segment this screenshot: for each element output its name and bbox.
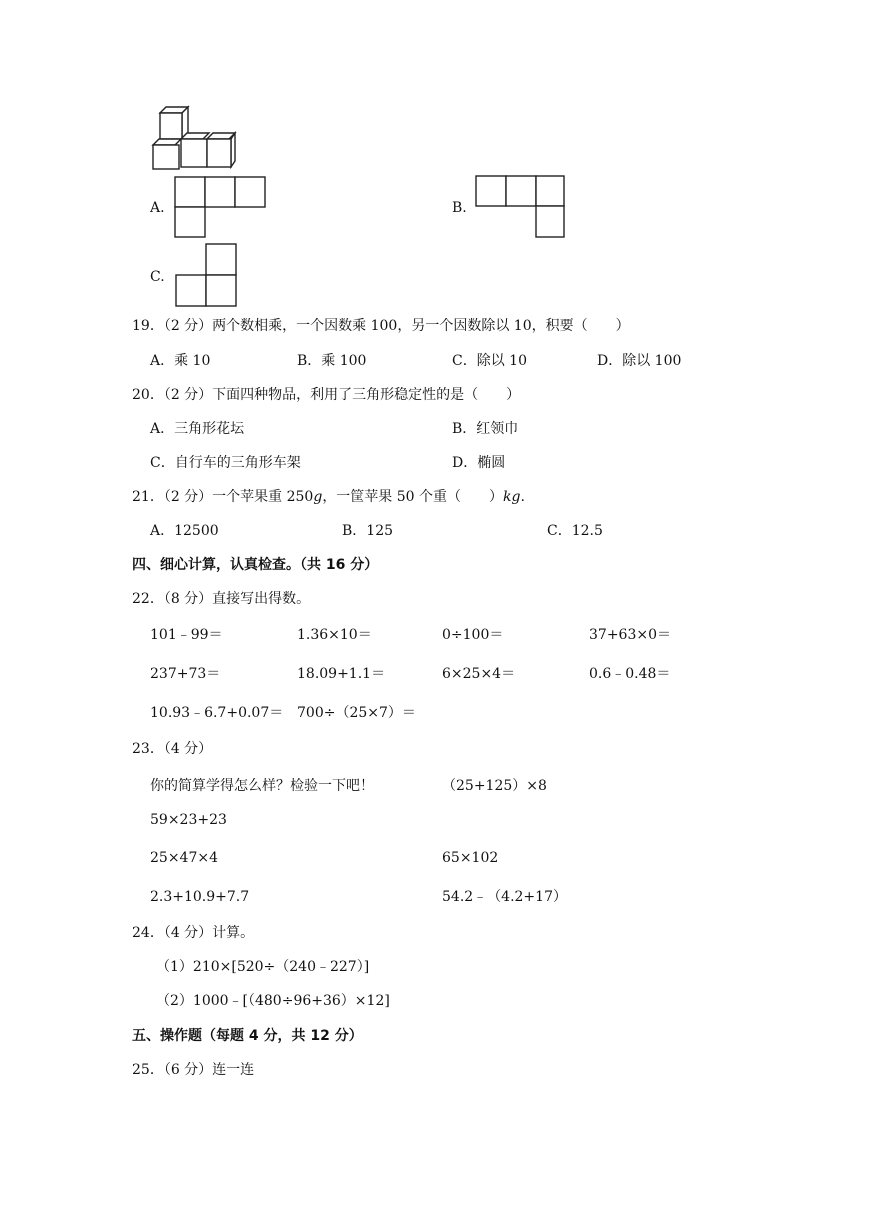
option-a-view-figure — [173, 175, 269, 239]
q22-item: 10.93﹣6.7+0.07＝ — [150, 705, 284, 721]
section-4-title: 四、细心计算，认真检查。（共 16 分） — [132, 557, 379, 573]
q19-stem: 19．（2 分）两个数相乘，一个因数乘 100，另一个因数除以 10，积要（ ） — [132, 318, 630, 334]
q22-item: 700÷（25×7）＝ — [297, 705, 416, 721]
q21-unit-g: g — [313, 489, 323, 505]
q18-option-c-label: C. — [150, 269, 165, 285]
q22-item: 0.6﹣0.48＝ — [589, 666, 671, 682]
q20-option-a: A．三角形花坛 — [150, 421, 245, 437]
q22-item: 237+73＝ — [150, 666, 221, 682]
q23-item: 54.2﹣（4.2+17） — [442, 889, 567, 905]
q18-option-a-label: A. — [150, 200, 165, 216]
q23-item: 25×47×4 — [150, 850, 218, 866]
q19-option-d: D．除以 100 — [597, 353, 682, 369]
q23-item: （25+125）×8 — [442, 778, 547, 794]
q22-item: 1.36×10＝ — [297, 627, 372, 643]
q22-item: 101﹣99＝ — [150, 627, 223, 643]
q19-option-c: C．除以 10 — [452, 353, 527, 369]
q24-item: （1）210×[520÷（240﹣227）] — [156, 959, 370, 975]
q22-item: 37+63×0＝ — [589, 627, 671, 643]
q21-stem-part-b: ，一筐苹果 50 个重（ ） — [322, 489, 504, 505]
q18-option-b-label: B. — [452, 200, 467, 216]
q23-item: 59×23+23 — [150, 812, 227, 828]
q21-option-a: A．12500 — [150, 523, 219, 539]
q20-option-d: D．椭圆 — [452, 455, 506, 471]
option-b-view-figure — [474, 174, 568, 240]
q20-option-c: C．自行车的三角形车架 — [150, 455, 301, 471]
q20-option-b: B．红领巾 — [452, 421, 519, 437]
q21-stem — [132, 488, 525, 506]
q22-item: 6×25×4＝ — [442, 666, 516, 682]
q21-stem-end: . — [520, 489, 525, 505]
q22-item: 0÷100＝ — [442, 627, 504, 643]
option-c-view-figure — [172, 242, 240, 308]
q25-stem: 25．（6 分）连一连 — [132, 1062, 255, 1078]
section-5-title: 五、操作题（每题 4 分，共 12 分） — [132, 1028, 363, 1044]
q23-stem: 23．（4 分） — [132, 741, 213, 757]
q23-item: 2.3+10.9+7.7 — [150, 889, 250, 905]
q23-item: 65×102 — [442, 850, 499, 866]
q24-stem: 24．（4 分）计算。 — [132, 925, 255, 941]
q21-stem-part-a: 21．（2 分）一个苹果重 250 — [132, 489, 314, 505]
q24-item: （2）1000﹣[（480÷96+36）×12] — [156, 993, 390, 1009]
cube-stack-figure — [150, 105, 242, 171]
q22-item: 18.09+1.1＝ — [297, 666, 386, 682]
q21-option-b: B．125 — [342, 523, 394, 539]
q19-option-a: A．乘 10 — [150, 353, 211, 369]
q23-intro: 你的简算学得怎么样？检验一下吧！ — [150, 778, 374, 794]
q19-option-b: B．乘 100 — [297, 353, 367, 369]
q22-stem: 22．（8 分）直接写出得数。 — [132, 591, 311, 607]
q21-option-c: C．12.5 — [547, 523, 603, 539]
q20-stem: 20．（2 分）下面四种物品，利用了三角形稳定性的是（ ） — [132, 387, 521, 403]
q21-unit-kg: kg — [503, 489, 521, 505]
